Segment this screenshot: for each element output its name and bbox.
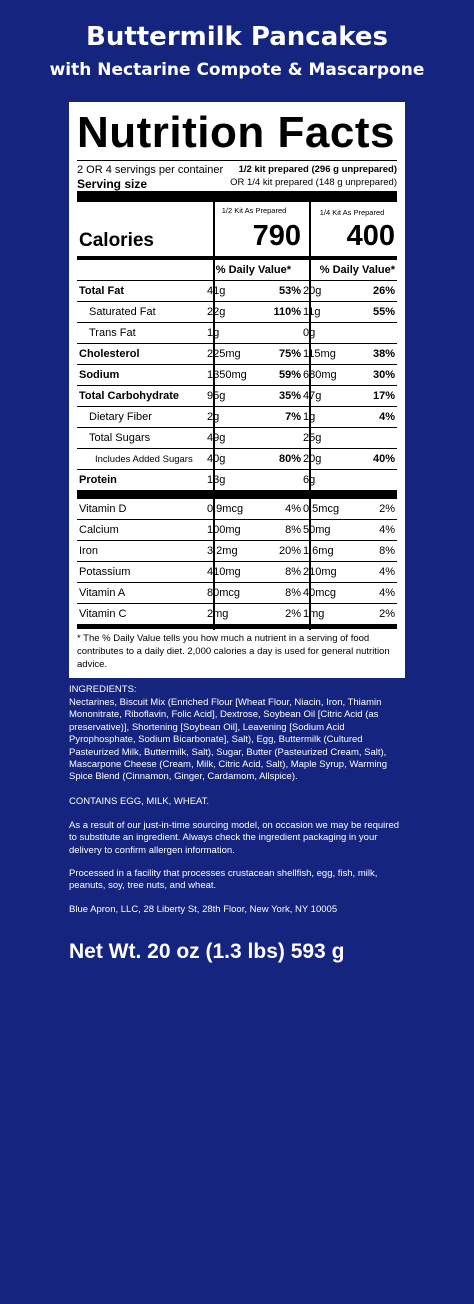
percent-col2: 40% (372, 453, 395, 465)
amount-col2: 11g (303, 306, 321, 318)
nutrient-name: Total Fat (79, 285, 125, 297)
percent-col2: 30% (372, 369, 395, 381)
amount-col1: 2g (207, 411, 220, 423)
serving-size-quarter-kit: OR 1/4 kit prepared (148 g unprepared) (230, 177, 397, 188)
nutrient-row (77, 449, 397, 470)
col2-header: 1/4 Kit As Prepared (319, 208, 385, 217)
nutrient-row (77, 281, 397, 302)
product-title: Buttermilk Pancakes (86, 22, 388, 52)
nutrient-name: Total Carbohydrate (79, 390, 180, 402)
nutrient-name: Total Sugars (89, 432, 151, 444)
vitamin-row (77, 604, 397, 625)
amount-col1: 410mg (207, 566, 241, 578)
thick-divider (77, 491, 397, 499)
nutrition-facts-heading: Nutrition Facts (77, 108, 395, 157)
serving-size-half-kit: 1/2 kit prepared (296 g unprepared) (238, 164, 397, 175)
nutrient-name: Cholesterol (79, 348, 140, 360)
percent-col2: 38% (372, 348, 395, 360)
nutrient-row (77, 323, 397, 344)
percent-col1: 8% (285, 566, 301, 578)
facility-note: Processed in a facility that processes crustacean shellfish, egg, fish, milk, peanuts, soy, tree nuts, and wheat. (69, 868, 378, 892)
amount-col1: 40g (207, 453, 226, 465)
amount-col1: 2mg (207, 608, 229, 620)
amount-col2: 47g (303, 390, 322, 402)
col1-header: 1/2 Kit As Prepared (221, 206, 287, 215)
percent-col1: 59% (278, 369, 301, 381)
percent-col2: 8% (379, 545, 395, 557)
vitamin-row (77, 562, 397, 583)
nutrient-row (77, 470, 397, 491)
amount-col2: 210mg (303, 566, 337, 578)
daily-value-header-row (77, 260, 397, 281)
nutrient-rows (77, 281, 397, 491)
amount-col2: 1g (303, 411, 316, 423)
amount-col2: 20g (303, 285, 322, 297)
percent-col2: 55% (372, 306, 395, 318)
amount-col1: 1g (207, 327, 220, 339)
amount-col2: 1.6mg (303, 545, 334, 557)
amount-col1: 41g (207, 285, 226, 297)
amount-col2: 0.5mcg (303, 503, 340, 515)
amount-col2: 0g (303, 327, 316, 339)
percent-col2: 2% (379, 503, 395, 515)
amount-col1: 80mcg (207, 587, 241, 599)
vitamin-row (77, 541, 397, 562)
dv-header-2: % Daily Value* (319, 264, 395, 276)
percent-col1: 35% (278, 390, 301, 402)
serving-size-label: Serving size (77, 177, 148, 191)
nutrient-row (77, 344, 397, 365)
percent-col1: 110% (273, 306, 301, 318)
percent-col1: 20% (278, 545, 301, 557)
percent-col2: 4% (379, 524, 395, 536)
ingredients-text: Nectarines, Biscuit Mix (Enriched Flour [Wheat Flour, Niacin, Iron, Thiamin Mononitrate, Riboflavin, Folic Acid], Dextrose, Soybean Oil [Citric Acid (as preservative)], Shortening [Soybean Oil], Leavening [Sodium Acid Pyrophosphate, Sodium Bicarbonate], Salt), Egg, Buttermilk (Cultured Pasteurized Milk, Buttermilk, Salt), Sugar, Butter (Pasteurized Cream, Salt), Mascarpone Cheese (Cream, Milk, Citric Acid, Salt), Maple Syrup, Warming Spice Blend (Cinnamon, Ginger, Cardamom, Allspice). (69, 697, 387, 783)
amount-col2: 115mg (303, 348, 336, 360)
amount-col2: 20g (303, 453, 322, 465)
sourcing-note: As a result of our just-in-time sourcing model, on occasion we may be required to substitute an ingredient. Always check the ingredient packaging in your delivery to confirm allergen information. (69, 820, 400, 856)
amount-col1: 1350mg (207, 369, 247, 381)
nutrient-name: Sodium (79, 369, 120, 381)
percent-col1: 2% (285, 608, 301, 620)
amount-col1: 0.9mcg (207, 503, 244, 515)
amount-col2: 40mcg (303, 587, 337, 599)
nutrient-name: Dietary Fiber (89, 411, 152, 423)
amount-col2: 50mg (303, 524, 331, 536)
thick-divider (77, 191, 397, 202)
percent-col2: 17% (372, 390, 395, 402)
amount-col1: 95g (207, 390, 226, 402)
nutrient-row (77, 428, 397, 449)
nutrient-table (77, 202, 397, 625)
company-address: Blue Apron, LLC, 28 Liberty St, 28th Floor, New York, NY 10005 (69, 904, 338, 915)
calories-value-1: 790 (252, 220, 301, 252)
nutrition-facts-label (69, 102, 405, 678)
percent-col2: 2% (379, 608, 395, 620)
net-weight: Net Wt. 20 oz (1.3 lbs) 593 g (69, 940, 345, 963)
percent-col1: 7% (285, 411, 301, 423)
calories-label: Calories (79, 230, 154, 251)
percent-col2: 4% (379, 411, 395, 423)
amount-col2: 1mg (303, 608, 325, 620)
nutrient-name: Includes Added Sugars (95, 454, 193, 465)
ingredients-title: INGREDIENTS: (69, 684, 137, 695)
allergen-statement: CONTAINS EGG, MILK, WHEAT. (69, 796, 210, 807)
nutrient-row (77, 365, 397, 386)
amount-col2: 25g (303, 432, 322, 444)
percent-col2: 4% (379, 566, 395, 578)
amount-col2: 6g (303, 474, 316, 486)
nutrient-name: Saturated Fat (89, 306, 156, 318)
percent-col1: 53% (278, 285, 301, 297)
amount-col1: 22g (207, 306, 226, 318)
daily-value-footnote: * The % Daily Value tells you how much a nutrient in a serving of food contributes to a daily diet. 2,000 calories a day is used for general nutrition advice. (77, 633, 390, 670)
servings-per-container: 2 OR 4 servings per container (77, 164, 224, 176)
amount-col1: 49g (207, 432, 226, 444)
percent-col1: 75% (278, 348, 301, 360)
percent-col2: 4% (379, 587, 395, 599)
nutrient-name: Iron (79, 545, 98, 557)
serving-info (77, 161, 397, 191)
vitamin-row (77, 520, 397, 541)
nutrient-row (77, 386, 397, 407)
calories-row (77, 202, 397, 256)
nutrient-name: Vitamin A (79, 587, 126, 599)
nutrient-name: Potassium (79, 566, 131, 578)
nutrient-row (77, 407, 397, 428)
percent-col1: 4% (285, 503, 301, 515)
amount-col1: 100mg (207, 524, 241, 536)
calories-value-2: 400 (346, 220, 395, 252)
vitamin-row (77, 499, 397, 520)
amount-col1: 225mg (207, 348, 241, 360)
percent-col1: 8% (285, 587, 301, 599)
amount-col1: 3.2mg (207, 545, 238, 557)
nutrient-name: Trans Fat (89, 327, 136, 339)
nutrient-row (77, 302, 397, 323)
percent-col1: 8% (285, 524, 301, 536)
amount-col2: 680mg (303, 369, 337, 381)
vitamin-rows (77, 499, 397, 625)
nutrient-name: Vitamin C (79, 608, 127, 620)
amount-col1: 13g (207, 474, 226, 486)
nutrient-name: Protein (79, 474, 117, 486)
percent-col2: 26% (372, 285, 395, 297)
nutrient-name: Vitamin D (79, 503, 127, 515)
vitamin-row (77, 583, 397, 604)
percent-col1: 80% (278, 453, 301, 465)
nutrient-name: Calcium (79, 524, 119, 536)
product-subtitle: with Nectarine Compote & Mascarpone (49, 60, 425, 80)
dv-header-1: % Daily Value* (215, 264, 291, 276)
